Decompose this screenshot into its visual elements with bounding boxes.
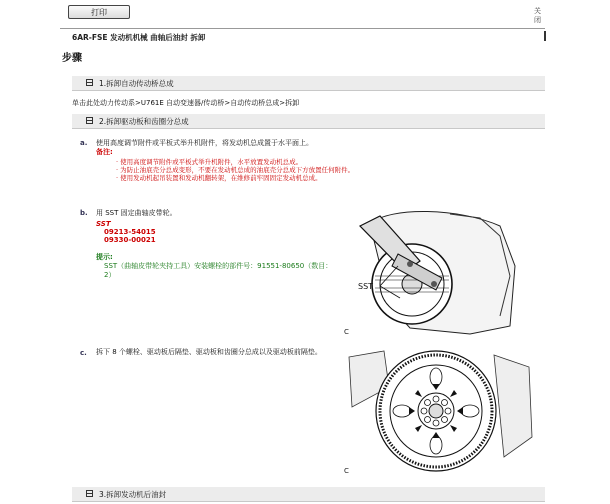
note-label: 备注: bbox=[96, 148, 113, 156]
collapse-icon[interactable] bbox=[86, 79, 93, 86]
sst-crankshaft-figure bbox=[350, 206, 520, 336]
section-title: 1.拆卸自动传动桥总成 bbox=[99, 79, 174, 88]
hint-text: SST（曲轴皮带轮夹持工具）安装螺栓的部件号：91551-80650（数目：2） bbox=[104, 262, 333, 279]
divider bbox=[60, 28, 545, 29]
section-header-2[interactable] bbox=[72, 114, 545, 129]
step-a-text: 使用高度调节附件或平板式举升机附件，将发动机总成置于水平面上。 bbox=[96, 139, 313, 147]
page-title: 6AR-FSE 发动机机械 曲轴后油封 拆卸 bbox=[72, 33, 206, 42]
note-list bbox=[116, 158, 496, 182]
breadcrumb-link[interactable]: 单击此处动力传动系>U761E 自动变速器/传动桥>自动传动桥总成>拆卸 bbox=[72, 99, 300, 107]
step-letter-c: c. bbox=[80, 349, 87, 357]
step-letter-a: a. bbox=[80, 139, 88, 147]
note-item: · 使用发动机起吊装置和发动机翻转架，在维修前牢固固定发动机总成。 bbox=[116, 174, 322, 182]
figure-caption: C bbox=[344, 467, 349, 475]
print-button[interactable]: 打印 bbox=[68, 5, 130, 19]
close-link[interactable]: 关闭 bbox=[534, 7, 541, 24]
section-title: 2.拆卸驱动板和齿圈分总成 bbox=[99, 117, 189, 126]
figure-label-sst: SST bbox=[358, 282, 374, 291]
note-item: · 为防止油底壳分总成变形，不要在发动机总成的油底壳分总成下方放置任何附件。 bbox=[116, 166, 355, 174]
hint-label: 提示: bbox=[96, 253, 113, 261]
sst-number[interactable]: 09330-00021 bbox=[104, 236, 156, 244]
figure-caption: C bbox=[344, 328, 349, 336]
drive-plate-figure bbox=[344, 347, 534, 475]
section-title: 3.拆卸发动机后油封 bbox=[99, 490, 167, 499]
step-b-text: 用 SST 固定曲轴皮带轮。 bbox=[96, 209, 177, 217]
collapse-icon[interactable] bbox=[86, 490, 93, 497]
collapse-icon[interactable] bbox=[86, 117, 93, 124]
section-header-1[interactable] bbox=[72, 76, 545, 91]
scroll-indicator bbox=[544, 31, 546, 41]
sst-label: SST bbox=[96, 220, 111, 228]
step-c-text: 拆下 8 个螺栓、驱动板后隔垫、驱动板和齿圈分总成以及驱动板前隔垫。 bbox=[96, 348, 322, 356]
steps-heading: 步骤 bbox=[62, 53, 82, 64]
note-item: · 使用高度调节附件或平板式举升机附件，水平放置发动机总成。 bbox=[116, 158, 303, 166]
step-letter-b: b. bbox=[80, 209, 88, 217]
sst-number[interactable]: 09213-54015 bbox=[104, 228, 156, 236]
section-header-3[interactable] bbox=[72, 487, 545, 502]
